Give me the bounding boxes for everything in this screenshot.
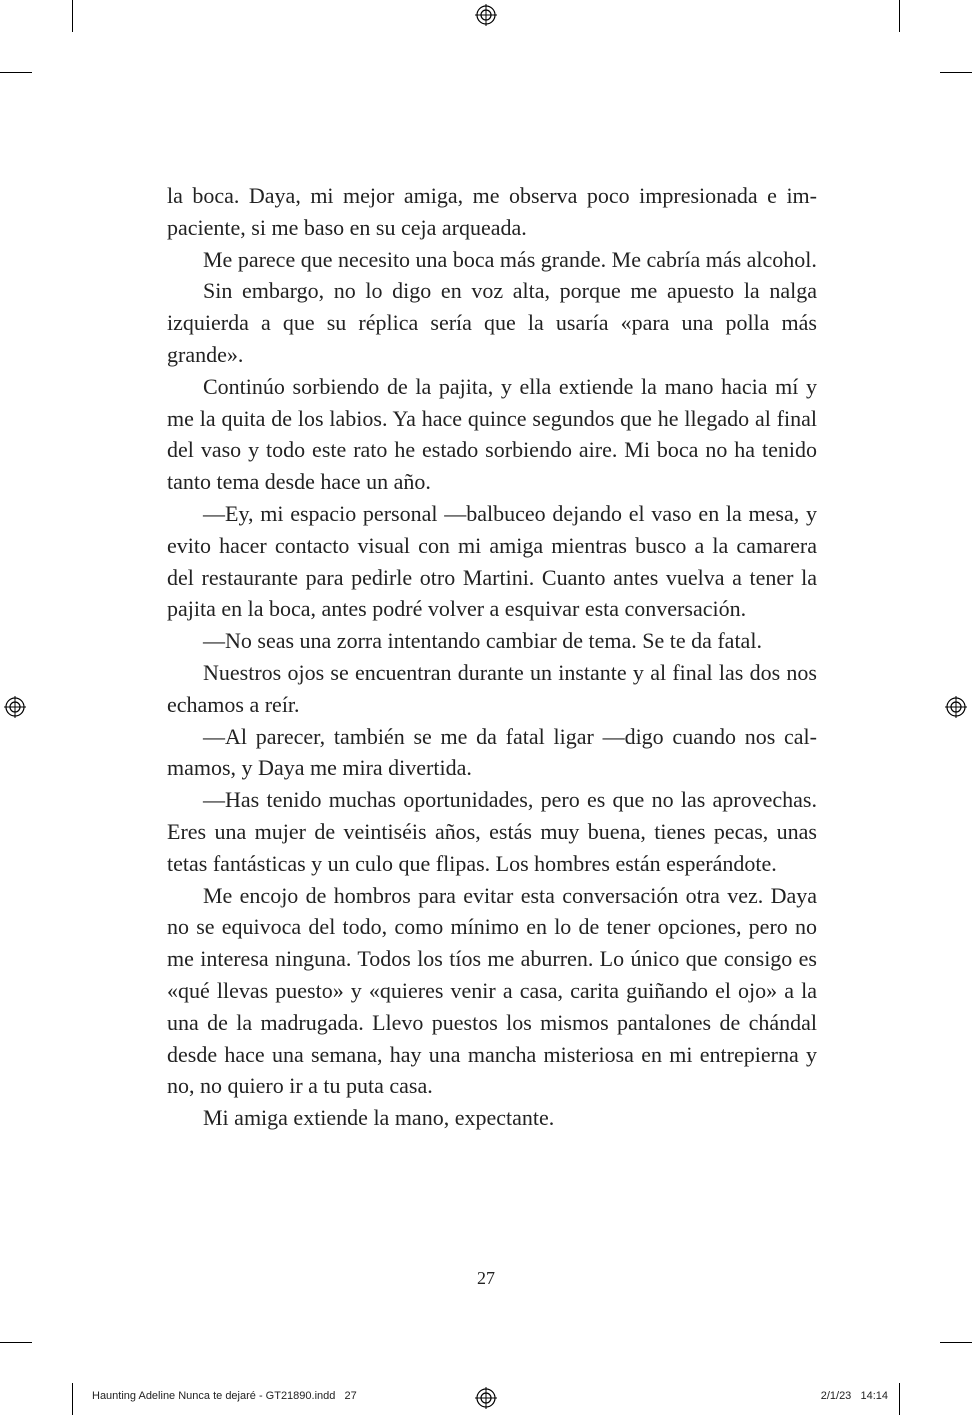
paragraph: —No seas una zorra intentando cambiar de tema. Se te da fatal. <box>203 628 762 654</box>
slug-date-time: 2/1/23 14:14 <box>820 1390 888 1402</box>
paragraph: Mi amiga extiende la mano, expectante. <box>203 1105 555 1131</box>
paragraph: Continúo sorbiendo de la pajita, y ella extiende la mano hacia mí y me la quita de los labios. Ya hace quince segundos que he llegado al final del vaso y todo este rato he estado sorbiendo aire. Mi boca no ha tenido tanto tema desde hace un año. <box>167 373 817 495</box>
crop-mark-top-left-vertical <box>72 0 73 32</box>
registration-mark-right-icon <box>945 696 967 718</box>
paragraph: Me encojo de hombros para evitar esta conversación otra vez. Daya no se equivoca del todo, como mínimo en lo de tener opciones, pero no me interesa ninguna. Todos los tíos me aburren. Lo único que consigo es «qué llevas puesto» y «quieres venir a casa, carita guiñando el ojo» a la una de la madrugada. Llevo puestos los mismos pantalones de chándal desde hace una semana, hay una mancha misteriosa en mi entrepierna y no, no quiero ir a tu puta casa. <box>167 882 817 1099</box>
crop-mark-bottom-right-vertical <box>899 1383 900 1415</box>
paragraph: la boca. Daya, mi mejor amiga, me observa poco impresionada e impaciente, si me baso en su ceja arqueada. <box>167 183 817 240</box>
crop-mark-bottom-right-horizontal <box>940 1342 972 1343</box>
paragraph: Sin embargo, no lo digo en voz alta, porque me apuesto la nalga izquierda a que su réplica sería que la usaría «para una polla más grande». <box>167 278 817 367</box>
paragraph: Me parece que necesito una boca más grande. Me cabría más alcohol. <box>203 246 817 272</box>
crop-mark-top-right-vertical <box>899 0 900 32</box>
paragraph: —Al parecer, también se me da fatal ligar —digo cuando nos calmamos, y Daya me mira divertida. <box>167 723 817 781</box>
crop-mark-top-left-horizontal <box>0 72 32 73</box>
paragraph: —Ey, mi espacio personal —balbuceo dejando el vaso en la mesa, y evito hacer contacto visual con mi amiga mientras busco a la camarera del restaurante para pedirle otro Martini. Cuanto antes vuelva a tener la pajita en la boca, antes podré volver a esquivar esta conversación. <box>167 500 817 622</box>
page-number: 27 <box>477 1268 495 1288</box>
registration-mark-left-icon <box>4 696 26 718</box>
crop-mark-bottom-left-vertical <box>72 1383 73 1415</box>
paragraph: —Has tenido muchas oportunidades, pero es que no las aprovechas. Eres una mujer de veintiséis años, estás muy buena, tienes pecas, unas tetas fantásticas y un culo que flipas. Los hombres están esperándote. <box>167 787 817 876</box>
registration-mark-top-icon <box>475 4 497 26</box>
registration-mark-bottom-icon <box>475 1387 497 1409</box>
crop-mark-bottom-left-horizontal <box>0 1342 32 1343</box>
crop-mark-top-right-horizontal <box>940 72 972 73</box>
slug-file-info: Haunting Adeline Nunca te dejaré - GT21890.indd 27 <box>92 1390 357 1402</box>
body-text <box>167 180 817 1134</box>
paragraph: Nuestros ojos se encuentran durante un instante y al final las dos nos echamos a reír. <box>167 659 817 717</box>
